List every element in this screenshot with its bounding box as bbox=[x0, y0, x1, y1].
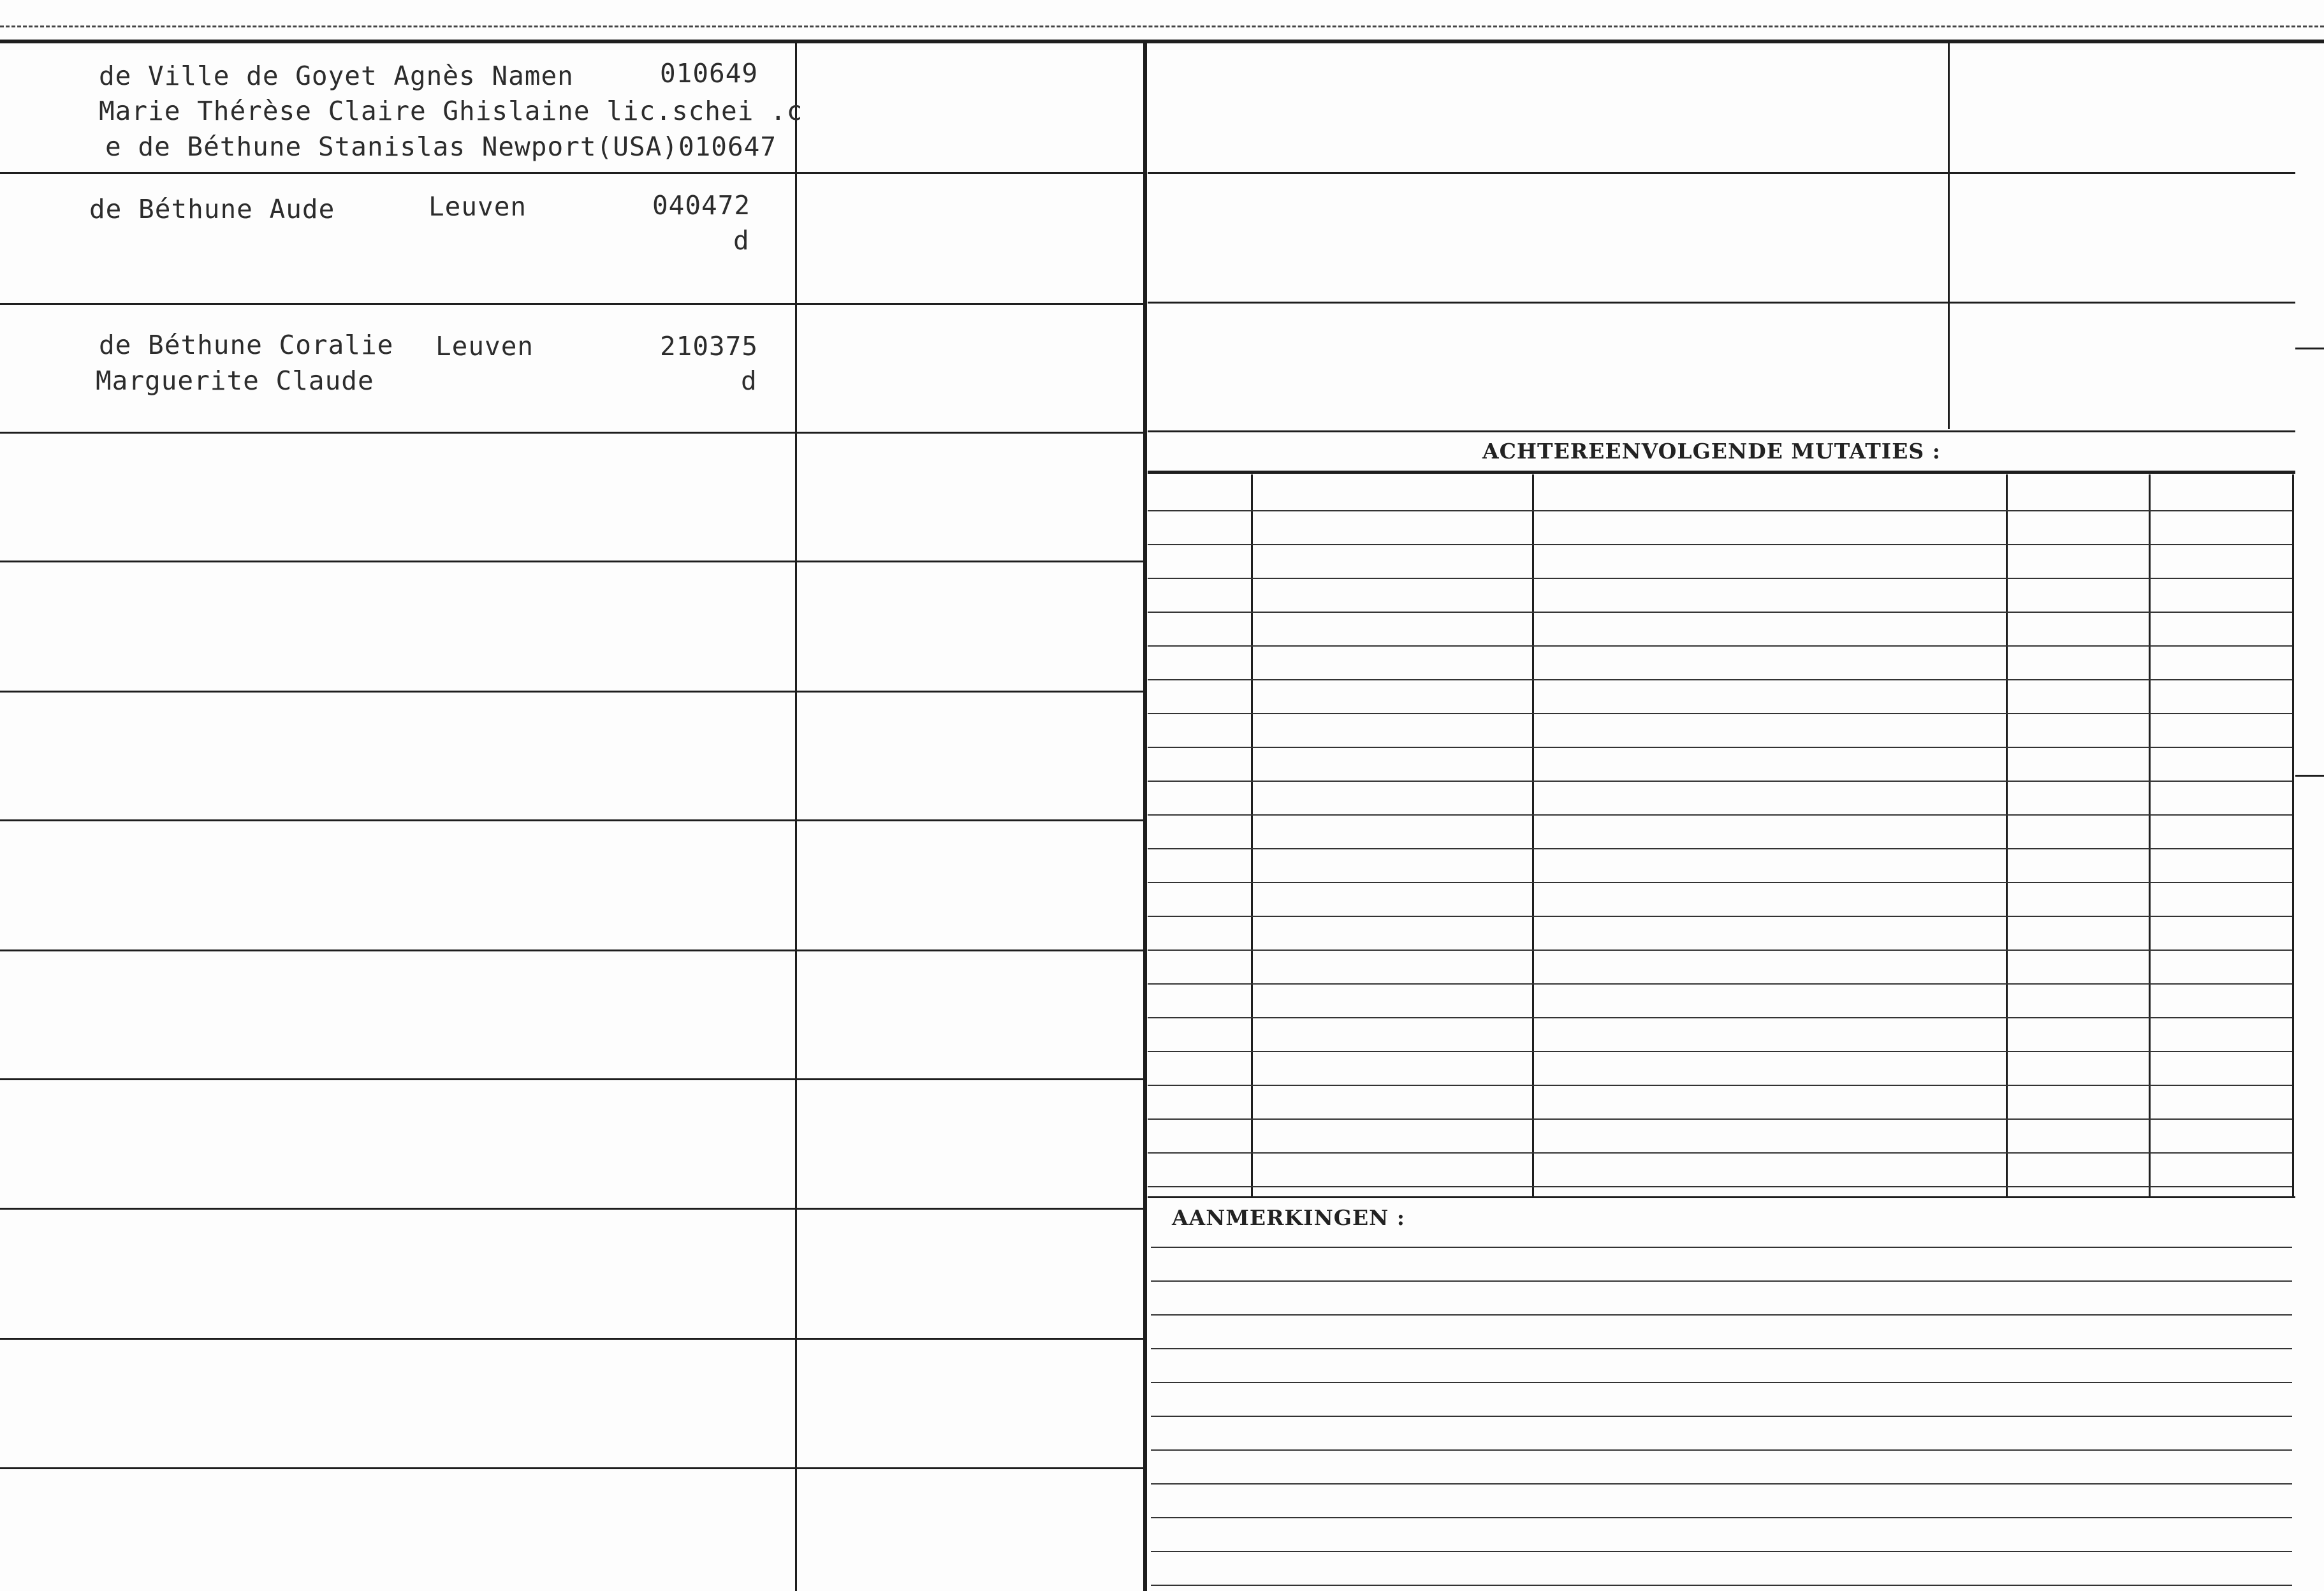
mutations-row bbox=[1148, 1152, 2292, 1154]
mutations-row bbox=[1148, 949, 2292, 951]
remarks-line bbox=[1151, 1449, 2292, 1451]
row-rule bbox=[0, 949, 1143, 951]
top-rule bbox=[0, 40, 2324, 43]
mutations-row bbox=[1148, 612, 2292, 613]
entry-code: 010649 bbox=[660, 58, 759, 89]
mutations-row bbox=[1148, 578, 2292, 579]
entry-place: Leuven bbox=[428, 191, 527, 222]
mutations-column bbox=[1532, 474, 1534, 1196]
row-rule bbox=[0, 561, 1143, 562]
row-rule bbox=[0, 432, 1143, 434]
mutations-heading: ACHTEREENVOLGENDE MUTATIES : bbox=[1482, 439, 1941, 464]
remarks-line bbox=[1151, 1280, 2292, 1282]
mutations-row bbox=[1148, 713, 2292, 714]
entry-code: 040472 bbox=[652, 190, 751, 221]
remarks-line bbox=[1151, 1585, 2292, 1586]
column-divider-1 bbox=[795, 43, 797, 1591]
mutations-row bbox=[1148, 544, 2292, 545]
remarks-heading: AANMERKINGEN : bbox=[1172, 1205, 1405, 1230]
right-row-rule bbox=[1148, 430, 2295, 432]
mutations-row bbox=[1148, 510, 2292, 511]
mutations-column bbox=[2292, 474, 2294, 1196]
column-divider-2 bbox=[1143, 43, 1147, 1591]
row-rule bbox=[0, 1338, 1143, 1340]
mutations-row bbox=[1148, 645, 2292, 647]
remarks-line bbox=[1151, 1483, 2292, 1485]
mutations-column bbox=[2149, 474, 2151, 1196]
row-rule bbox=[0, 1467, 1143, 1469]
entry-name: de Béthune Aude bbox=[89, 194, 335, 224]
right-row-rule bbox=[1148, 172, 2295, 174]
right-column-divider bbox=[1948, 43, 1950, 429]
top-dashed-border bbox=[0, 26, 2324, 27]
entry-name: Marie Thérèse Claire Ghislaine lic.schei .c bbox=[99, 96, 803, 126]
mutations-bottom-rule bbox=[1148, 1196, 2295, 1198]
entry-code: 210375 bbox=[660, 331, 759, 362]
mutations-row bbox=[1148, 814, 2292, 816]
mutations-column bbox=[2006, 474, 2008, 1196]
row-rule bbox=[0, 691, 1143, 693]
remarks-line bbox=[1151, 1517, 2292, 1518]
entry-status: d bbox=[741, 365, 757, 396]
margin-tick bbox=[2295, 348, 2324, 349]
entry-place: Leuven bbox=[435, 331, 534, 362]
mutations-row bbox=[1148, 1186, 2292, 1187]
entry-name: de Ville de Goyet Agnès Namen bbox=[99, 61, 574, 91]
entry-status: d bbox=[733, 225, 750, 256]
remarks-line bbox=[1151, 1348, 2292, 1349]
row-rule bbox=[0, 172, 1143, 174]
remarks-line bbox=[1151, 1247, 2292, 1248]
row-rule bbox=[0, 303, 1143, 305]
mutations-row bbox=[1148, 1051, 2292, 1052]
remarks-line bbox=[1151, 1382, 2292, 1383]
remarks-line bbox=[1151, 1551, 2292, 1552]
row-rule bbox=[0, 1208, 1143, 1210]
row-rule bbox=[0, 1078, 1143, 1080]
mutations-row bbox=[1148, 679, 2292, 680]
entry-name: e de Béthune Stanislas Newport(USA)010647 bbox=[105, 131, 777, 162]
mutations-row bbox=[1148, 1118, 2292, 1120]
margin-tick bbox=[2295, 775, 2324, 777]
entry-name: Marguerite Claude bbox=[96, 365, 374, 396]
mutations-row bbox=[1148, 781, 2292, 782]
mutations-row bbox=[1148, 882, 2292, 883]
remarks-line bbox=[1151, 1416, 2292, 1417]
mutations-row bbox=[1148, 983, 2292, 985]
entry-name: de Béthune Coralie bbox=[99, 330, 394, 360]
mutations-row bbox=[1148, 747, 2292, 748]
right-row-rule bbox=[1148, 302, 2295, 304]
mutations-column bbox=[1251, 474, 1253, 1196]
mutations-row bbox=[1148, 1017, 2292, 1018]
mutations-row bbox=[1148, 1085, 2292, 1086]
mutations-row bbox=[1148, 916, 2292, 917]
mutations-row bbox=[1148, 848, 2292, 849]
remarks-line bbox=[1151, 1314, 2292, 1316]
mutations-top-rule bbox=[1148, 471, 2295, 474]
row-rule bbox=[0, 819, 1143, 821]
